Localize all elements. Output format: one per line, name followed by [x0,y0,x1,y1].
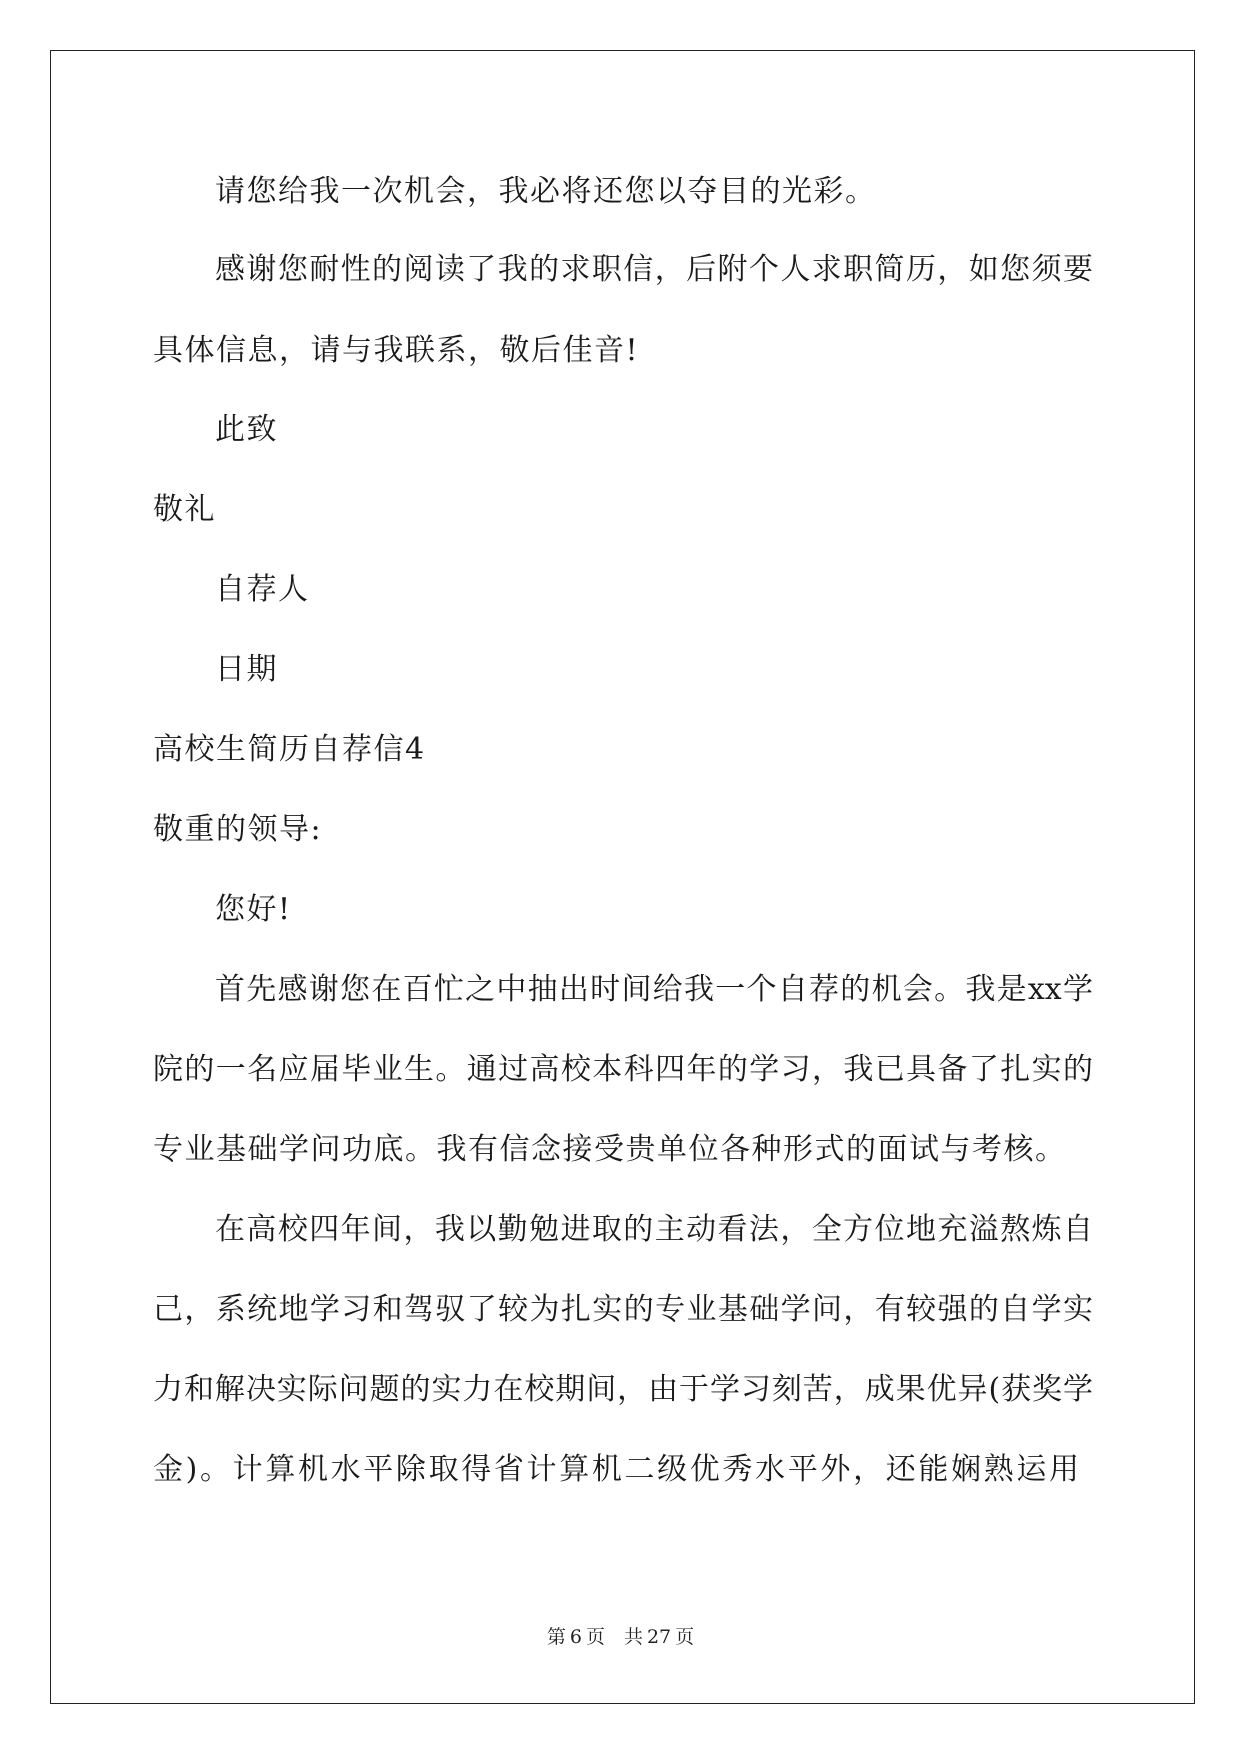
greeting: 敬重的领导: [153,812,323,847]
paragraph-line: 金)。计算机水平除取得省计算机二级优秀水平外，还能娴熟运用 [153,1452,1079,1487]
paragraph-line: 首先感谢您在百忙之中抽出时间给我一个自荐的机会。我是xx学 [215,972,1093,1007]
signature-label: 自荐人 [215,572,310,607]
section-title: 高校生简历自荐信4 [153,732,426,767]
paragraph-line: 感谢您耐性的阅读了我的求职信，后附个人求职简历，如您须要 [215,252,1093,287]
paragraph-line: 具体信息，请与我联系，敬后佳音! [153,333,640,368]
paragraph-line: 请您给我一次机会，我必将还您以夺目的光彩。 [215,174,877,209]
date-label: 日期 [215,652,278,687]
page-suffix: 页 [675,1626,695,1648]
closing-salutation: 此致 [215,412,278,447]
paragraph-line: 在高校四年间，我以勤勉进取的主动看法，全方位地充溢熬炼自 [215,1212,1093,1247]
paragraph-line: 专业基础学问功底。我有信念接受贵单位各种形式的面试与考核。 [153,1132,1067,1167]
page-mid: 页 共 [585,1626,643,1648]
page-prefix: 第 [546,1626,566,1648]
paragraph-line: 力和解决实际问题的实力在校期间，由于学习刻苦，成果优异(获奖学 [153,1372,1094,1407]
closing-regards: 敬礼 [153,492,216,527]
greeting-hello: 您好! [215,892,292,927]
page-total: 27 [646,1626,672,1648]
page-footer [0,1625,1241,1649]
paragraph-line: 己，系统地学习和驾驭了较为扎实的专业基础学问，有较强的自学实 [153,1292,1093,1327]
page-current: 6 [569,1626,582,1648]
paragraph-line: 院的一名应届毕业生。通过高校本科四年的学习，我已具备了扎实的 [153,1052,1093,1087]
